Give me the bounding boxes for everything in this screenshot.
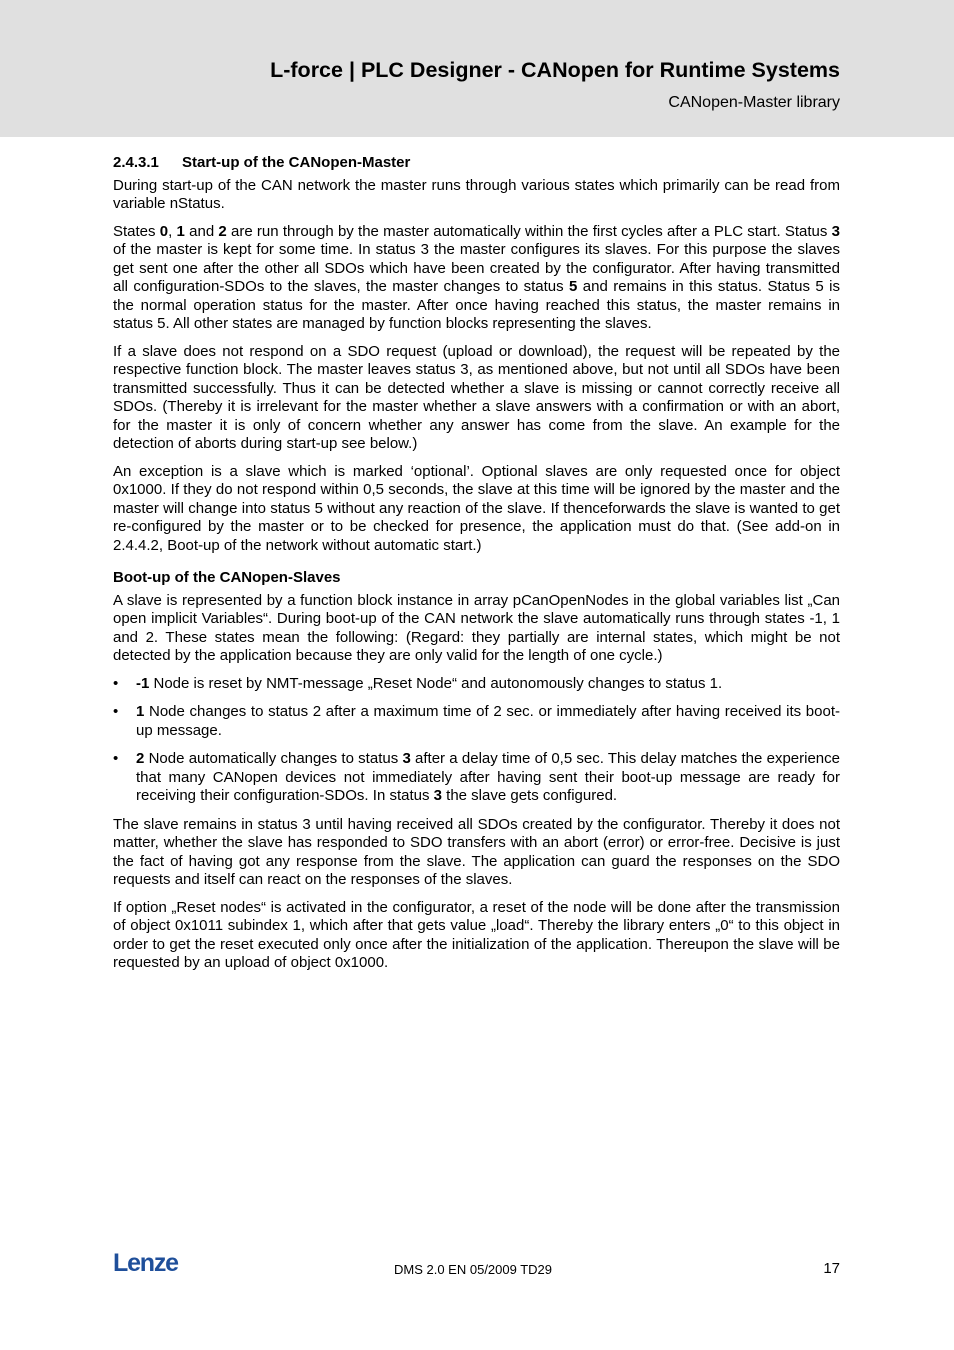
state-value: 3 (433, 787, 442, 804)
list-item-text: the slave gets configured. (441, 787, 618, 804)
list-item-text: Node automatically changes to status (144, 750, 403, 767)
section-title: Start-up of the CANopen-Master (182, 154, 411, 171)
text-run: and (184, 222, 219, 240)
state-value: 1 (176, 222, 185, 240)
subsection-heading: Boot-up of the CANopen-Slaves (113, 569, 341, 586)
state-list (113, 675, 840, 806)
document-title: L-force | PLC Designer - CANopen for Runtime Systems (270, 58, 840, 82)
bullet-icon: • (113, 703, 119, 720)
text-run: , (168, 222, 177, 240)
list-item-text: Node is reset by NMT-message „Reset Node“ and autonomously changes to status 1. (149, 674, 723, 692)
list-item (113, 703, 840, 740)
state-value: 5 (569, 278, 578, 295)
paragraph-states (113, 223, 840, 334)
state-value: 1 (136, 703, 145, 720)
state-value: -1 (136, 674, 150, 692)
bullet-icon: • (113, 674, 119, 692)
paragraph-optional-slave: An exception is a slave which is marked ‘optional’. Optional slaves are only requested once for object 0x1000. If they do not respond within 0,5 seconds, the slave at this time will be ignored by the master and the master will change into status 5 without any reaction of the slave. If thenceforwards the slave is wanted to get re-configured by the master or to be checked for presence, the application must do that. (See add-on in 2.4.4.2, Boot-up of the network without automatic start.) (113, 462, 840, 554)
list-item-text: Node changes to status 2 after a maximum time of 2 sec. or immediately after having received its boot-up message. (136, 703, 840, 739)
page-number: 17 (823, 1260, 840, 1277)
section-number: 2.4.3.1 (113, 154, 159, 171)
text-run: of the master is kept for some time. In status 3 the master configures its slaves. For this purpose the slaves get sent one after the other all SDOs which have been created by the configurator. After having transmitted all configuration-SDOs to the slaves, the master changes to status (113, 241, 840, 295)
list-item (113, 750, 840, 806)
bullet-icon: • (113, 750, 119, 767)
text-run: States (113, 222, 160, 240)
paragraph-slave-intro: A slave is represented by a function block instance in array pCanOpenNodes in the global variables list „Can open implicit Variables“. During boot-up of the CAN network the slave automatically runs through states -1, 1 and 2. These states mean the following: (Regard: they partially are internal states, which might be not detected by the application because they are only valid for the length of one cycle.) (113, 591, 840, 664)
state-value: 0 (159, 222, 169, 240)
section-heading (113, 154, 840, 173)
text-run: and remains in this status. Status 5 is the normal operation status for the master. After once having reached this status, the master remains in status 5. All other states are managed by function blocks representing the slaves. (113, 278, 840, 332)
paragraph-reset-nodes: If option „Reset nodes“ is activated in the configurator, a reset of the node will be done after the transmission of object 0x1011 subindex 1, which after that gets value „load“. Thereby the library enters „0“ to this object in order to get the reset executed only once after the initialization of the application. Thereupon the slave will be requested by an upload of object 0x1000. (113, 898, 840, 971)
paragraph-status-3: The slave remains in status 3 until having received all SDOs created by the configurator. Thereby it does not matter, whether the slave has responded to SDO transfers with an abort (error) or error-free. Decisive is just the fact of having got any response from the slave. The application can guard the responses on the SDO requests and itself can react on the responses of the slaves. (113, 815, 840, 888)
text-run: are run through by the master automatically within the first cycles after a PLC start. Status (226, 222, 832, 240)
paragraph-sdo-request: If a slave does not respond on a SDO request (upload or download), the request will be repeated by the respective function block. The master leaves status 3, as mentioned above, but not until all SDOs have been transmitted successfully. Thus it can be detected whether a slave is missing or cannot correctly receive all SDOs. (Thereby it is irrelevant for the master whether a slave answers with a confirmation or with an abort, for the master it is only of concern whether any answer has come from the slave. An example for the detection of aborts during start-up see below.) (113, 342, 840, 452)
paragraph-intro: During start-up of the CAN network the master runs through various states which primarily can be read from variable nStatus. (113, 176, 840, 212)
list-item (113, 675, 840, 694)
lenze-logo: Lenze (113, 1249, 178, 1277)
state-value: 3 (402, 750, 411, 767)
page-content (113, 154, 840, 982)
footer-doc-id: DMS 2.0 EN 05/2009 TD29 (394, 1262, 553, 1277)
document-subtitle: CANopen-Master library (668, 94, 840, 111)
list-item-text: after a delay time of 0,5 sec. This delay matches the experience that many CANopen devices not immediately after having sent their boot-up message are ready for receiving their configuration-SDOs. In status (136, 750, 840, 804)
state-value: 2 (218, 222, 227, 240)
state-value: 2 (136, 750, 145, 767)
state-value: 3 (831, 222, 840, 240)
